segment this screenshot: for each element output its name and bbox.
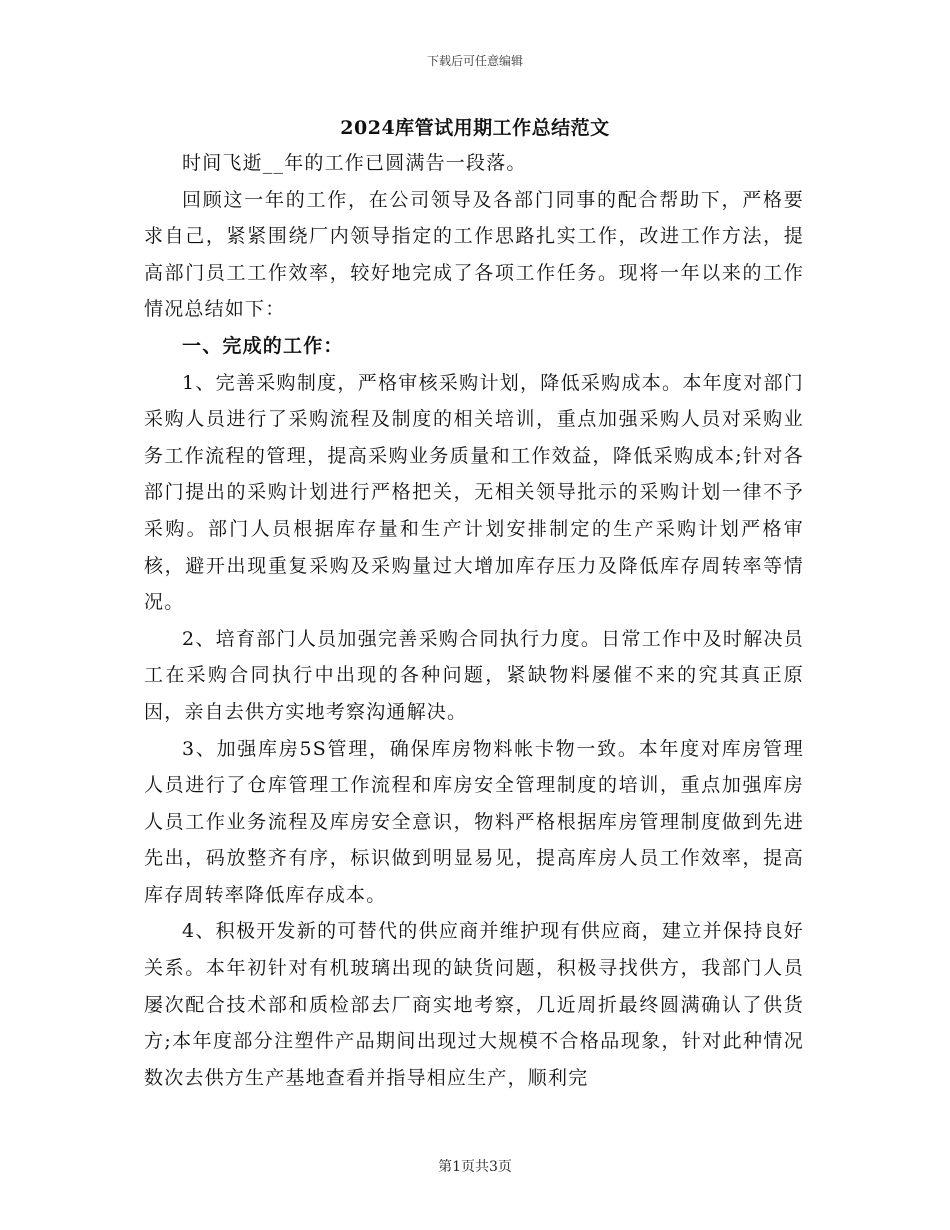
paragraph-item-3: 3、加强库房5S管理，确保库房物料帐卡物一致。本年度对库房管理人员进行了仓库管理工作流程和库房安全管理制度的培训，重点加强库房人员工作业务流程及库房安全意识，物料严格根据库房管理制度做到先进先出，码放整齐有序，标识做到明显易见，提高库房人员工作效率，提高库存周转率降低库存成本。 [144, 737, 804, 906]
document-body [144, 145, 804, 1096]
paragraph-item-2: 2、培育部门人员加强完善采购合同执行力度。日常工作中及时解决员工在采购合同执行中出现的各种问题，紧缺物料屡催不来的究其真正原因，亲自去供方实地考察沟通解决。 [144, 627, 804, 723]
paragraph-review: 回顾这一年的工作，在公司领导及各部门同事的配合帮助下，严格要求自己，紧紧围绕厂内领导指定的工作思路扎实工作，改进工作方法，提高部门员工工作效率，较好地完成了各项工作任务。现将一年以来的工作情况总结如下： [144, 188, 804, 321]
paragraph-item-1: 1、完善采购制度，严格审核采购计划，降低采购成本。本年度对部门采购人员进行了采购流程及制度的相关培训，重点加强采购人员对采购业务工作流程的管理，提高采购业务质量和工作效益，降低采购成本;针对各部门提出的采购计划进行严格把关，无相关领导批示的采购计划一律不予采购。部门人员根据库存量和生产计划安排制定的生产采购计划严格审核，避开出现重复采购及采购量过大增加库存压力及降低库存周转率等情况。 [144, 371, 804, 614]
page-header-note: 下载后可任意编辑 [426, 54, 523, 68]
page-number-footer: 第1页共3页 [438, 1159, 512, 1175]
paragraph-intro: 时间飞逝__年的工作已圆满告一段落。 [182, 152, 527, 174]
section-heading-completed-work: 一、完成的工作： [182, 334, 344, 357]
paragraph-item-4: 4、积极开发新的可替代的供应商并维护现有供应商，建立并保持良好关系。本年初针对有机玻璃出现的缺货问题，积极寻找供方，我部门人员屡次配合技术部和质检部去厂商实地考察，几近周折最终圆满确认了供货方;本年度部分注塑件产品期间出现过大规模不合格品现象，针对此种情况数次去供方生产基地查看并指导相应生产，顺利完 [144, 920, 804, 1089]
document-title: 2024库管试用期工作总结范文 [340, 117, 610, 139]
